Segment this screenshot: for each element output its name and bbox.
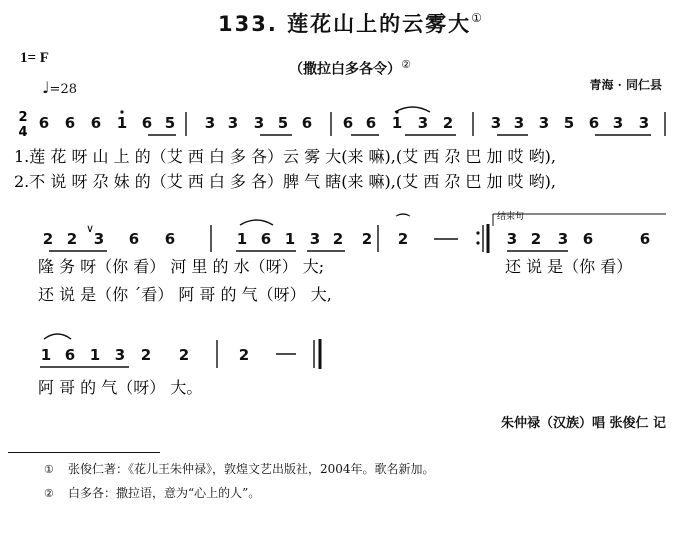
note: 6 [639,230,651,248]
lyric-verse-1: 1.莲 花 呀 山 上 的（艾 西 白 多 各）云 雾 大(来 嘛),(艾 西 尕 巴 加 哎 哟), [14,147,556,166]
note: 5 [164,114,176,132]
lyric-line3: 阿 哥 的 气（呀） 大。 [38,378,203,397]
note: 6 [164,230,176,248]
time-signature-bottom: 4 [18,125,28,140]
note: 3 [490,114,502,132]
note: 3 [114,346,126,364]
note: 6 [342,114,354,132]
note: 3 [612,114,624,132]
footnote-2 [44,484,260,501]
note: 5 [563,114,575,132]
footnote-1 [44,460,435,477]
note: 6 [64,346,76,364]
fermata-icon: ⌒ [396,214,410,230]
note: 6 [128,230,140,248]
note: 2 [66,230,78,248]
note: 1 [236,230,248,248]
lyric-ending: 还 说 是（你 看） [505,257,633,276]
high-octave-dot [120,110,123,113]
note: 6 [365,114,377,132]
note: 6 [260,230,272,248]
note: 3 [93,230,105,248]
footnote-1-text: 张俊仁著：《花儿王朱仲禄》，敦煌文艺出版社，2004年。歌名新加。 [68,462,435,476]
note: 1 [284,230,296,248]
note: 3 [204,114,216,132]
tempo-value: =28 [49,82,77,97]
note: 6 [141,114,153,132]
title-footnote-mark: ① [471,11,482,25]
note: 6 [582,230,594,248]
note: 3 [538,114,550,132]
note: 3 [513,114,525,132]
note: 6 [90,114,102,132]
song-subtitle: （撒拉白多各令）② [289,58,411,78]
performer-credit: 朱仲禄（汉族）唱 张俊仁 记 [500,416,666,431]
note: 3 [309,230,321,248]
note: 6 [588,114,600,132]
quarter-note-icon: ♩ [42,78,50,97]
note: 2 [332,230,344,248]
note: 1 [89,346,101,364]
note: 3 [506,230,518,248]
note: 5 [277,114,289,132]
note: 2 [178,346,190,364]
slur [395,107,430,112]
note: 3 [638,114,650,132]
key-signature: 1= F [20,50,49,66]
footnote-2-text: 白多各：撒拉语，意为“心上的人”。 [68,486,261,500]
note: 2 [361,230,373,248]
subtitle-footnote-mark: ② [401,58,411,71]
song-origin: 青海 · 同仁县 [589,78,662,92]
repeat-dot [476,231,479,234]
note: 2 [42,230,54,248]
note: 2 [397,230,409,248]
lyric-verse-2: 2.不 说 呀 尕 妹 的（艾 西 白 多 各）脾 气 瞎(来 嘛),(艾 西 尕 巴 加 哎 哟), [14,172,556,191]
note: 2 [530,230,542,248]
note: 6 [64,114,76,132]
note: 2 [238,346,250,364]
note: 6 [301,114,313,132]
breath-mark: ∨ [86,222,95,235]
time-signature-top: 2 [18,110,28,125]
note: 3 [417,114,429,132]
note: 1 [391,114,403,132]
song-title: 133. 莲花山上的云雾大① [218,11,482,36]
note: 1 [40,346,52,364]
footnote-1-mark: ① [44,463,54,476]
note: 2 [442,114,454,132]
note: 3 [227,114,239,132]
repeat-dot [476,241,479,244]
ending-label: 结束句 [497,212,525,222]
footnote-2-mark: ② [44,487,54,500]
footnote-divider [8,452,160,453]
slur [240,220,273,225]
note: 3 [557,230,569,248]
slur [44,334,71,339]
note: 3 [253,114,265,132]
lyric-line2-verse1: 隆 务 呀（你 看） 河 里 的 水（呀） 大; [38,257,325,276]
lyric-line2-verse2: 还 说 是（你 ˊ看） 阿 哥 的 气（呀） 大, [38,285,332,304]
note: 1 [116,114,128,132]
note: 2 [140,346,152,364]
note: 6 [38,114,50,132]
